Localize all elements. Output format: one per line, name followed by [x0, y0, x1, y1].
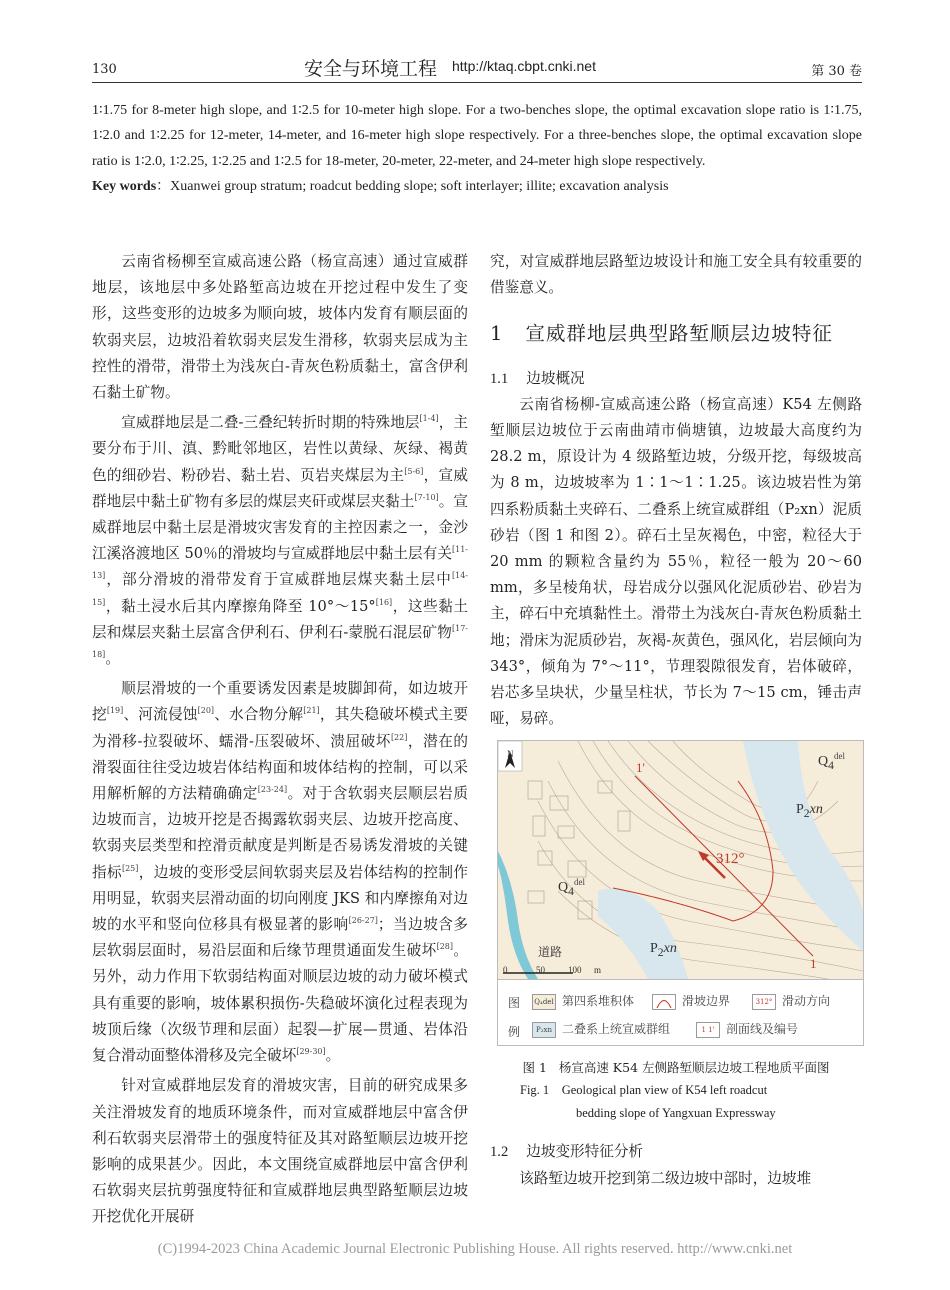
citation[interactable]: [29-30] — [296, 1047, 326, 1057]
caption-cn — [490, 1056, 862, 1079]
legend-label: 第四系堆积体 — [562, 994, 635, 1009]
paragraph: 云南省杨柳-宣威高速公路（杨宣高速）K54 左侧路堑顺层边坡位于云南曲靖市倘塘镇，边坡最大高度约为 28.2 m，原设计为 4 级路堑边坡，分级开挖，每级坡高为 8 m，边坡坡率为 1∶1～1∶1.25。该边坡岩性为第四系粉质黏土夹碎石、二叠系上统宣威群组（P₂xn）泥质砂岩（图 1 和图 2）。碎石土呈灰褐色，中密，粒径大于 20 mm 的颗粒含量约为 55％，粒径一般为 20～60 mm，多呈棱角状，母岩成分以强风化泥质砂岩、砂岩为主，碎石中充填黏性土。滑带土为浅灰白-青灰色粉质黏土地；滑床为泥质砂岩，灰褐-灰黄色，强风化，岩层倾向为 343°，倾角为 7°～11°，节理裂隙很发育，岩体破碎，岩芯多呈块状，少量呈柱状，节长为 7～15 cm，锤击声哑，易碎。 — [490, 395, 862, 728]
citation[interactable]: [21] — [303, 706, 320, 716]
section-end-label: 1 — [810, 956, 817, 972]
text-run: 。另外，动力作用下软弱结构面对顺层边坡的动力破坏模式具有重要的影响，坡体累积损伤-失稳破坏演化过程表现为坡顶后缘（次级节理和层面）起裂—扩展—贯通、岩体沿复合滑动面整体滑移及完全破坏 — [92, 942, 468, 1065]
subsection-title: 边坡变形特征分析 — [526, 1143, 644, 1161]
legend-item-boundary — [652, 988, 730, 1014]
legend-item-section — [696, 1016, 798, 1042]
copyright-footer: (C)1994-2023 China Academic Journal Electronic Publishing House. All rights reserved. http://www.cnki.net — [157, 1241, 793, 1257]
direction-label: 312° — [716, 851, 745, 868]
caption-en — [490, 1079, 862, 1102]
section-number: 1 — [490, 322, 504, 346]
q4-sub: 4 — [568, 885, 574, 899]
paragraph-continuation: 究，对宣威群地层路堑边坡设计和施工安全具有较重要的借鉴意义。 — [490, 253, 862, 297]
text-run: ，主要分布于川、滇、黔毗邻地区，岩性以黄绿、灰绿、褐黄色的细砂岩、粉砂岩、黏土岩、页岩夹煤层为主 — [92, 414, 468, 484]
citation[interactable]: [17-18] — [92, 623, 468, 660]
citation[interactable]: [16] — [375, 597, 393, 607]
text-run: 。对于含软弱夹层顺层岩质边坡而言，边坡开挖是否揭露软弱夹层、边坡开挖高度、软弱夹层类型和控滑贡献度是判断是否易诱发滑坡的关键指标 — [92, 785, 468, 881]
running-header — [92, 54, 862, 83]
caption-en-line2: bedding slope of Yangxuan Expressway — [576, 1106, 776, 1121]
q4-label-w — [558, 875, 585, 905]
caption-en-text: Geological plan view of K54 left roadcut — [561, 1083, 768, 1098]
keywords-text: ：Xuanwei group stratum; roadcut bedding slope; soft interlayer; illite; excavation analysis — [156, 178, 669, 194]
q4-sup: del — [573, 877, 585, 888]
q4-text: Q — [818, 754, 829, 770]
figure-1-map — [497, 740, 864, 1046]
paragraph — [92, 410, 468, 672]
text-run: 、水合物分解 — [214, 706, 304, 724]
text-run: 。 — [325, 1047, 341, 1065]
subsection-number: 1.2 — [490, 1144, 509, 1161]
caption-text: 杨宣高速 K54 左侧路堑顺层边坡工程地质平面图 — [558, 1060, 830, 1076]
legend-label: 二叠系上统宣威群组 — [562, 1022, 671, 1037]
scale-unit: m — [594, 965, 602, 976]
caption-label: 图 1 — [522, 1060, 547, 1076]
legend-label: 滑动方向 — [782, 994, 831, 1009]
legend-item-direction — [752, 988, 830, 1014]
right-column — [490, 249, 862, 1196]
journal-title: 安全与环境工程 — [304, 58, 438, 80]
text-run: 宣威群地层是二叠-三叠纪转折时期的特殊地层 — [121, 414, 420, 432]
map-legend — [498, 979, 863, 1046]
legend-item-p2 — [532, 1016, 670, 1042]
p2-swatch: P₂xn — [532, 1022, 556, 1038]
section-start-label: 1' — [636, 760, 645, 776]
p2-text: P — [796, 802, 804, 818]
abstract-continuation — [92, 98, 862, 199]
citation[interactable]: [7-10] — [414, 492, 439, 502]
paragraph — [92, 676, 468, 1069]
scale-100: 100 — [568, 965, 582, 976]
q4-swatch: Q₄del — [532, 994, 556, 1010]
p2-sub: 2 — [657, 946, 664, 960]
legend-label: 滑坡边界 — [682, 994, 731, 1009]
subsection-number: 1.1 — [490, 370, 509, 387]
boundary-swatch-icon — [652, 994, 676, 1010]
scale-0: 0 — [503, 965, 508, 976]
text-run: ，黏土浸水后其内摩擦角降至 10°～15° — [105, 597, 376, 615]
paragraph: 该路堑边坡开挖到第二级边坡中部时，边坡堆 — [519, 1169, 812, 1187]
text-run: 云南省杨柳至宣威高速公路（杨宣高速）通过宣威群地层，该地层中多处路堑高边坡在开挖过程中发生了变形，这些变形的边坡多为顺向坡，坡体内发育有顺层面的软弱夹层，边坡沿着软弱夹层发生滑移，软弱夹层成为主控性的滑带，滑带土为浅灰白-青灰色粉质黏土，富含伊利石黏土矿物。 — [92, 253, 468, 402]
abstract-text: 1∶1.75 for 8-meter high slope, and 1∶2.5 for 10-meter high slope. For a two-benches slope, the optimal excavation slope ratio is 1∶1.75, 1∶2.0 and 1∶2.25 for 12-meter, 14-meter, and 16-meter high slope respectively. For a three-benches slope, the optimal excavation slope ratio is 1∶2.0, 1∶2.25, 1∶2.25 and 1∶2.5 for 18-meter, 20-meter, 22-meter, and 24-meter high slope respectively. — [92, 103, 862, 169]
left-column — [92, 249, 468, 1235]
caption-en-label: Fig. 1 — [520, 1083, 550, 1098]
scale-50: 50 — [536, 965, 545, 976]
citation[interactable]: [23-24] — [257, 785, 288, 795]
citation[interactable]: [26-27] — [348, 916, 378, 926]
p2-sub: 2 — [803, 807, 810, 821]
journal-url[interactable]: http://ktaq.cbpt.cnki.net — [452, 58, 596, 74]
q4-sub: 4 — [828, 759, 834, 773]
north-label: N — [507, 749, 514, 760]
citation[interactable]: [5-6] — [404, 466, 424, 476]
section-heading-1 — [490, 321, 862, 347]
p2-rest: xn — [663, 941, 677, 957]
road-label: 道路 — [538, 945, 563, 960]
p2xn-label-s — [650, 936, 677, 966]
page-number: 130 — [92, 62, 117, 77]
text-run: ；当边坡含多层软弱层面时，易沿层面和后缘节理贯通面发生破坏 — [92, 916, 468, 960]
citation[interactable]: [28] — [436, 942, 453, 952]
text-run: ，宣威群地层中黏土矿物有多层的煤层夹矸或煤层夹黏土 — [92, 466, 468, 510]
subsection-heading-1-1 — [490, 366, 862, 392]
paragraph — [92, 249, 468, 406]
q4-text: Q — [558, 880, 569, 896]
citation[interactable]: [25] — [121, 863, 139, 873]
text-run: 顺层滑坡的一个重要诱发因素是坡脚卸荷，如边坡开挖 — [92, 680, 468, 724]
q4-sup: del — [833, 751, 845, 762]
section-title: 宣威群地层典型路堑顺层边坡特征 — [525, 322, 833, 346]
figure-caption — [490, 1056, 862, 1125]
text-run: ，边坡的变形受层间软弱夹层及岩体结构的控制作用明显，软弱夹层滑动面的切向刚度 JKS 和内摩擦角对边坡的水平和竖向位移具有极显著的影响 — [92, 863, 468, 934]
citation[interactable]: [20] — [197, 706, 215, 716]
text-run: 。宣威群地层中黏土层是滑坡灾害发育的主控因素之一，金沙江溪洛渡地区 50％的滑坡均与宣威群地层中黏土层有关 — [92, 492, 468, 563]
p2-text: P — [650, 941, 658, 957]
citation[interactable]: [14-15] — [92, 571, 468, 607]
text-run: ，这些黏土层和煤层夹黏土层富含伊利石、伊利石-蒙脱石混层矿物 — [92, 597, 468, 641]
legend-label: 剖面线及编号 — [726, 1022, 799, 1037]
text-run: 、河流侵蚀 — [123, 706, 198, 724]
citation[interactable]: [22] — [390, 732, 408, 742]
p2-rest: xn — [809, 802, 823, 818]
p2xn-label-e — [796, 797, 823, 827]
legend-title-2: 例 — [508, 1024, 521, 1039]
text-run: ，部分滑坡的滑带发育于宣威群地层煤夹黏土层中 — [105, 571, 452, 589]
keywords-label: Key words — [92, 178, 157, 194]
text-run: 。 — [105, 650, 120, 668]
volume: 第 30 卷 — [811, 64, 862, 79]
citation[interactable]: [11-13] — [92, 545, 468, 581]
paragraph — [92, 1073, 468, 1230]
section-swatch-icon: 1 1' — [696, 1022, 720, 1038]
text-run: ，潜在的滑裂面往往受边坡岩体结构面和坡体结构的控制，可以采用解析解的方法精确确定 — [92, 732, 468, 803]
legend-title — [508, 990, 520, 1044]
q4-label-ne — [818, 749, 845, 779]
text-run: 针对宣威群地层发育的滑坡灾害，目前的研究成果多关注滑坡发育的地质环境条件，而对宣威群地层中富含伊利石软弱夹层滑带土的强度特征及其对路堑顺层边坡开挖影响的成果甚少。因此，本文围绕宣威群地层中富含伊利石软弱夹层抗剪强度特征和宣威群地层典型路堑顺层边坡开挖优化开展研 — [92, 1077, 468, 1226]
citation[interactable]: [19] — [106, 706, 124, 716]
citation[interactable]: [1-4] — [419, 414, 439, 424]
subsection-heading-1-2 — [490, 1139, 862, 1165]
direction-swatch-icon: 312° — [752, 994, 776, 1010]
legend-title-1: 图 — [508, 996, 521, 1011]
legend-item-q4 — [532, 988, 634, 1014]
keywords — [92, 174, 862, 199]
subsection-title: 边坡概况 — [526, 369, 585, 387]
text-run: ，其失稳破坏模式主要为滑移-拉裂破坏、蠕滑-压裂破坏、溃屈破坏 — [92, 706, 468, 750]
